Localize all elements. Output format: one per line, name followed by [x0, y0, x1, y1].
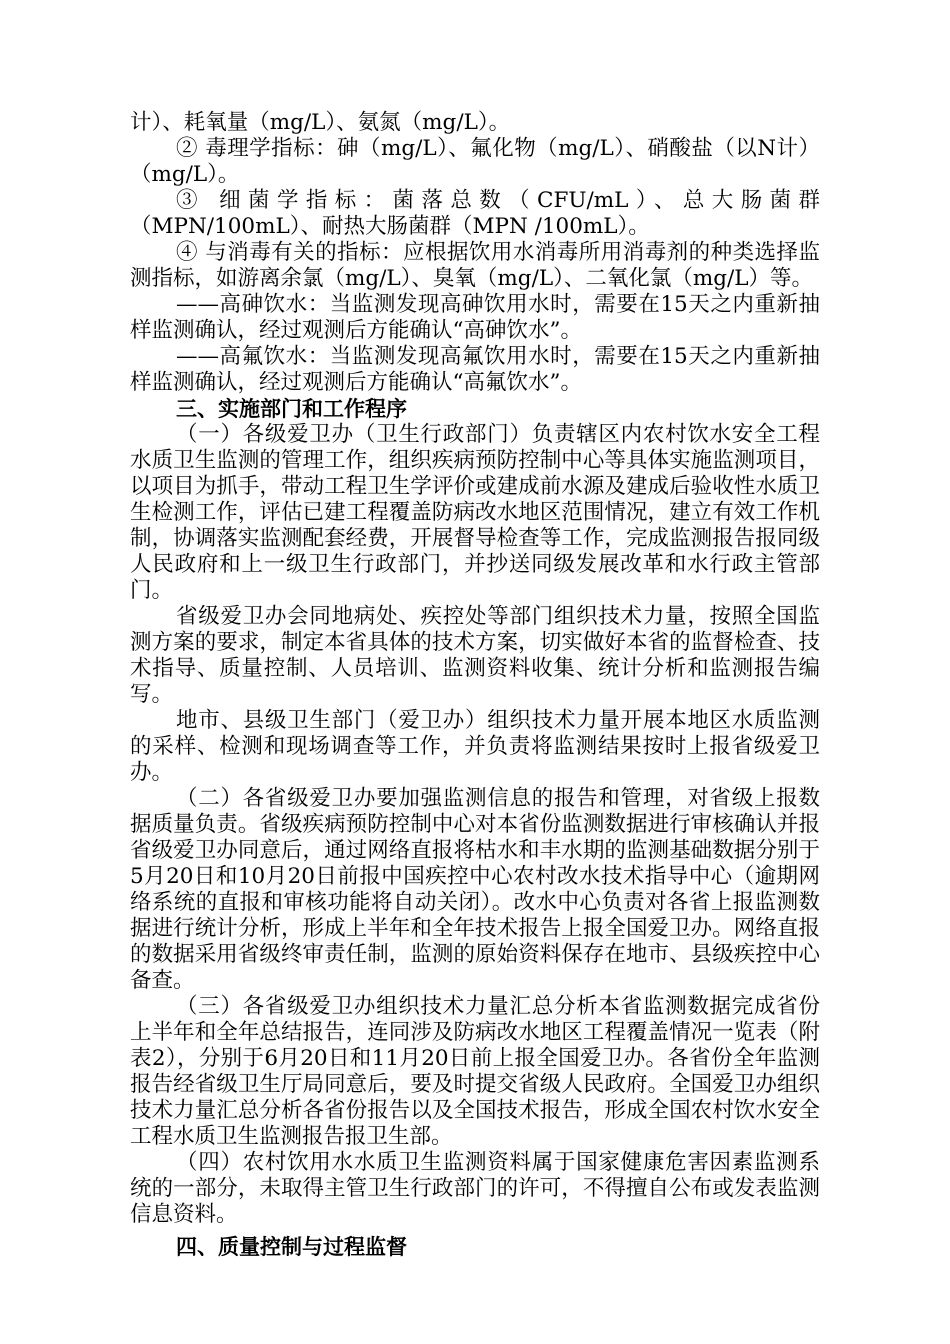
paragraph-bacteriology-indicators: ③ 细菌学指标：菌落总数（CFU/mL）、总大肠菌群（MPN/100mL）、耐热大肠菌群（MPN /100mL）。 — [130, 188, 820, 239]
document-page — [130, 110, 820, 1260]
paragraph-indicators-continued: 计）、耗氧量（mg/L）、氨氮（mg/L）。 — [130, 110, 511, 135]
paragraph-high-fluoride: ——高氟饮水：当监测发现高氟饮用水时，需要在15天之内重新抽样监测确认，经过观测后方能确认“高氟饮水”。 — [130, 344, 820, 395]
paragraph-departments-3: （三）各省级爱卫办组织技术力量汇总分析本省监测数据完成省份上半年和全年总结报告，连同涉及防病改水地区工程覆盖情况一览表（附表2），分别于6月20日和11月20日前上报全国爱卫办。各省份全年监测报告经省级卫生厅局同意后，要及时提交省级人民政府。全国爱卫办组织技术力量汇总分析各省份报告以及全国技术报告，形成全国农村饮水安全工程水质卫生监测报告报卫生部。 — [130, 994, 820, 1149]
section-heading-3: 三、实施部门和工作程序 — [176, 397, 407, 421]
paragraph-county-level: 地市、县级卫生部门（爱卫办）组织技术力量开展本地区水质监测的采样、检测和现场调查等工作，并负责将监测结果按时上报省级爱卫办。 — [130, 708, 820, 785]
paragraph-departments-2: （二）各省级爱卫办要加强监测信息的报告和管理，对省级上报数据质量负责。省级疾病预防控制中心对本省份监测数据进行审核确认并报省级爱卫办同意后，通过网络直报将枯水和丰水期的监测基础数据分别于5月20日和10月20日前报中国疾控中心农村改水技术指导中心（逾期网络系统的直报和审核功能将自动关闭）。改水中心负责对各省上报监测数据进行统计分析，形成上半年和全年技术报告上报全国爱卫办。网络直报的数据采用省级终审责任制，监测的原始资料保存在地市、县级疾控中心备查。 — [130, 786, 820, 993]
paragraph-toxicology-indicators: ② 毒理学指标：砷（mg/L）、氟化物（mg/L）、硝酸盐（以N计）（mg/L）。 — [130, 136, 820, 187]
paragraph-departments-1: （一）各级爱卫办（卫生行政部门）负责辖区内农村饮水安全工程水质卫生监测的管理工作，组织疾病预防控制中心等具体实施监测项目，以项目为抓手，带动工程卫生学评价或建成前水源及建成后验收性水质卫生检测工作，评估已建工程覆盖防病改水地区范围情况，建立有效工作机制，协调落实监测配套经费，开展督导检查等工作，完成监测报告报同级人民政府和上一级卫生行政部门，并抄送同级发展改革和水行政主管部门。 — [130, 422, 820, 603]
section-heading-4: 四、质量控制与过程监督 — [176, 1235, 407, 1259]
paragraph-provincial-office: 省级爱卫办会同地病处、疾控处等部门组织技术力量，按照全国监测方案的要求，制定本省具体的技术方案，切实做好本省的监督检查、技术指导、质量控制、人员培训、监测资料收集、统计分析和监测报告编写。 — [130, 604, 820, 707]
paragraph-high-arsenic: ——高砷饮水：当监测发现高砷饮用水时，需要在15天之内重新抽样监测确认，经过观测后方能确认“高砷饮水”。 — [130, 292, 820, 343]
paragraph-disinfection-indicators: ④ 与消毒有关的指标：应根据饮用水消毒所用消毒剂的种类选择监测指标，如游离余氯（mg/L）、臭氧（mg/L）、二氧化氯（mg/L）等。 — [130, 240, 820, 291]
paragraph-departments-4: （四）农村饮用水水质卫生监测资料属于国家健康危害因素监测系统的一部分，未取得主管卫生行政部门的许可，不得擅自公布或发表监测信息资料。 — [130, 1150, 820, 1227]
